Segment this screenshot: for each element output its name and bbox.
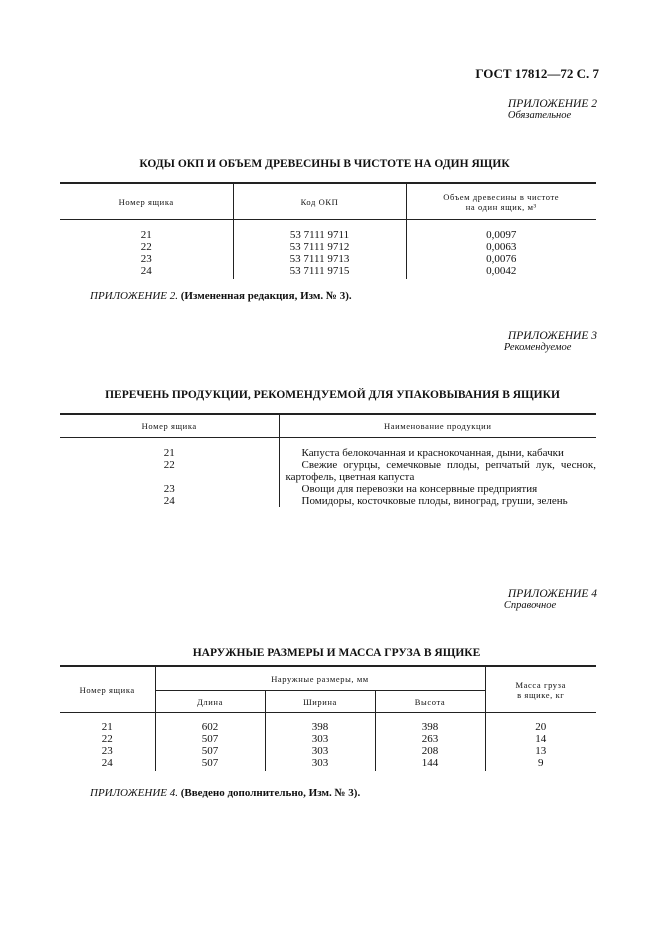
appendix-2-title: КОДЫ ОКП И ОБЪЕМ ДРЕВЕСИНЫ В ЧИСТОТЕ НА ОДИН ЯЩИК xyxy=(139,158,510,170)
table-row xyxy=(60,265,596,279)
cell-products: Свежие огурцы, семечковые плоды, репчатый лук, чеснок, картофель, цветная капуста xyxy=(285,459,596,483)
appendix-4-title: НАРУЖНЫЕ РАЗМЕРЫ И МАССА ГРУЗА В ЯЩИКЕ xyxy=(192,647,481,659)
column-header-product-name: Наименование продукции xyxy=(384,421,492,431)
table-row xyxy=(60,220,596,242)
cell-width: 303 xyxy=(265,745,375,757)
column-header-cargo-mass-line1: Масса груза xyxy=(515,679,566,690)
appendix-2-label: ПРИЛОЖЕНИЕ 2 xyxy=(507,98,597,110)
cell-length: 507 xyxy=(155,733,265,745)
column-header-outer-dimensions: Наружные размеры, мм xyxy=(155,666,485,691)
cell-box-number: 23 xyxy=(60,253,233,265)
cell-box-number: 23 xyxy=(60,483,279,495)
cell-volume: 0,0063 xyxy=(486,241,517,253)
cell-height: 263 xyxy=(375,733,485,745)
column-header-cargo-mass xyxy=(485,666,596,713)
cell-mass: 20 xyxy=(535,721,547,733)
cell-products: Помидоры, косточковые плоды, виноград, груши, зелень xyxy=(301,495,568,507)
cell-products: Овощи для перевозки на консервные предприятия xyxy=(301,483,538,495)
cell-length: 507 xyxy=(155,757,265,771)
appendix-4-note xyxy=(90,787,360,799)
column-header-box-number: Номер ящика xyxy=(60,666,155,713)
cell-length: 507 xyxy=(155,745,265,757)
cell-box-number: 24 xyxy=(60,265,233,279)
cell-box-number: 22 xyxy=(60,241,233,253)
page-header-doc-ref: ГОСТ 17812—72 С. 7 xyxy=(475,66,599,81)
cell-volume: 0,0042 xyxy=(486,265,517,277)
cell-mass: 9 xyxy=(538,757,544,769)
appendix-4-label: ПРИЛОЖЕНИЕ 4 xyxy=(507,588,597,600)
cell-box-number: 24 xyxy=(60,495,279,507)
appendix-3-heading xyxy=(503,330,597,353)
cell-height: 144 xyxy=(375,757,485,771)
appendix-2-heading xyxy=(508,98,597,121)
okp-codes-table xyxy=(60,182,596,279)
column-header-wood-volume-line2: на один ящик, м³ xyxy=(465,201,537,212)
cell-width: 303 xyxy=(265,733,375,745)
table-header-row xyxy=(60,414,596,438)
appendix-2-note-text: (Измененная редакция, Изм. № 3). xyxy=(180,290,352,302)
cell-box-number: 24 xyxy=(60,757,155,771)
table-row xyxy=(60,459,596,483)
cell-box-number: 21 xyxy=(60,220,233,242)
column-header-okp-code: Код ОКП xyxy=(233,183,406,220)
column-header-wood-volume-line1: Объем древесины в чистоте xyxy=(443,191,560,202)
cell-box-number: 22 xyxy=(60,733,155,745)
cell-okp-code: 53 7111 9713 xyxy=(233,253,406,265)
appendix-4-heading xyxy=(503,588,597,611)
table-row xyxy=(60,438,596,460)
column-header-wood-volume xyxy=(406,183,596,220)
cell-box-number: 23 xyxy=(60,745,155,757)
column-header-cargo-mass-line2: в ящике, кг xyxy=(517,689,565,700)
table-row xyxy=(60,713,596,734)
cell-box-number: 21 xyxy=(60,713,155,734)
cell-box-number: 22 xyxy=(60,459,279,483)
cell-okp-code: 53 7111 9712 xyxy=(233,241,406,253)
column-header-box-number: Номер ящика xyxy=(60,414,279,438)
cell-width: 398 xyxy=(265,713,375,734)
appendix-4-note-text: (Введено дополнительно, Изм. № 3). xyxy=(180,787,361,799)
column-header-length: Длина xyxy=(155,691,265,713)
table-row xyxy=(60,733,596,745)
cell-okp-code: 53 7111 9715 xyxy=(233,265,406,279)
cell-height: 208 xyxy=(375,745,485,757)
table-row xyxy=(60,495,596,507)
cell-width: 303 xyxy=(265,757,375,771)
column-header-box-number: Номер ящика xyxy=(60,183,233,220)
appendix-3-label: ПРИЛОЖЕНИЕ 3 xyxy=(507,330,597,342)
table-row xyxy=(60,241,596,253)
appendix-3-status: Рекомендуемое xyxy=(503,342,572,353)
cell-mass: 13 xyxy=(535,745,547,757)
table-row xyxy=(60,253,596,265)
cell-volume: 0,0076 xyxy=(486,253,517,265)
appendix-4-note-label: ПРИЛОЖЕНИЕ 4. xyxy=(90,787,178,799)
cell-okp-code: 53 7111 9711 xyxy=(233,220,406,242)
cell-box-number: 21 xyxy=(60,438,279,460)
table-row xyxy=(60,745,596,757)
table-row xyxy=(60,757,596,771)
cell-mass: 14 xyxy=(535,733,547,745)
dimensions-mass-table xyxy=(60,665,596,771)
cell-volume: 0,0097 xyxy=(486,229,517,241)
table-header-row xyxy=(60,183,596,220)
table-row xyxy=(60,483,596,495)
table-header-row xyxy=(60,666,596,691)
appendix-4-status: Справочное xyxy=(503,600,557,611)
cell-height: 398 xyxy=(375,713,485,734)
cell-products: Капуста белокочанная и краснокочанная, дыни, кабачки xyxy=(301,447,564,459)
appendix-2-note-label: ПРИЛОЖЕНИЕ 2. xyxy=(90,290,178,302)
column-header-height: Высота xyxy=(375,691,485,713)
products-table xyxy=(60,413,596,507)
appendix-2-status: Обязательное xyxy=(507,110,572,121)
column-header-width: Ширина xyxy=(265,691,375,713)
cell-length: 602 xyxy=(155,713,265,734)
appendix-3-title: ПЕРЕЧЕНЬ ПРОДУКЦИИ, РЕКОМЕНДУЕМОЙ ДЛЯ УПАКОВЫВАНИЯ В ЯЩИКИ xyxy=(105,389,560,401)
appendix-2-note xyxy=(90,290,352,302)
